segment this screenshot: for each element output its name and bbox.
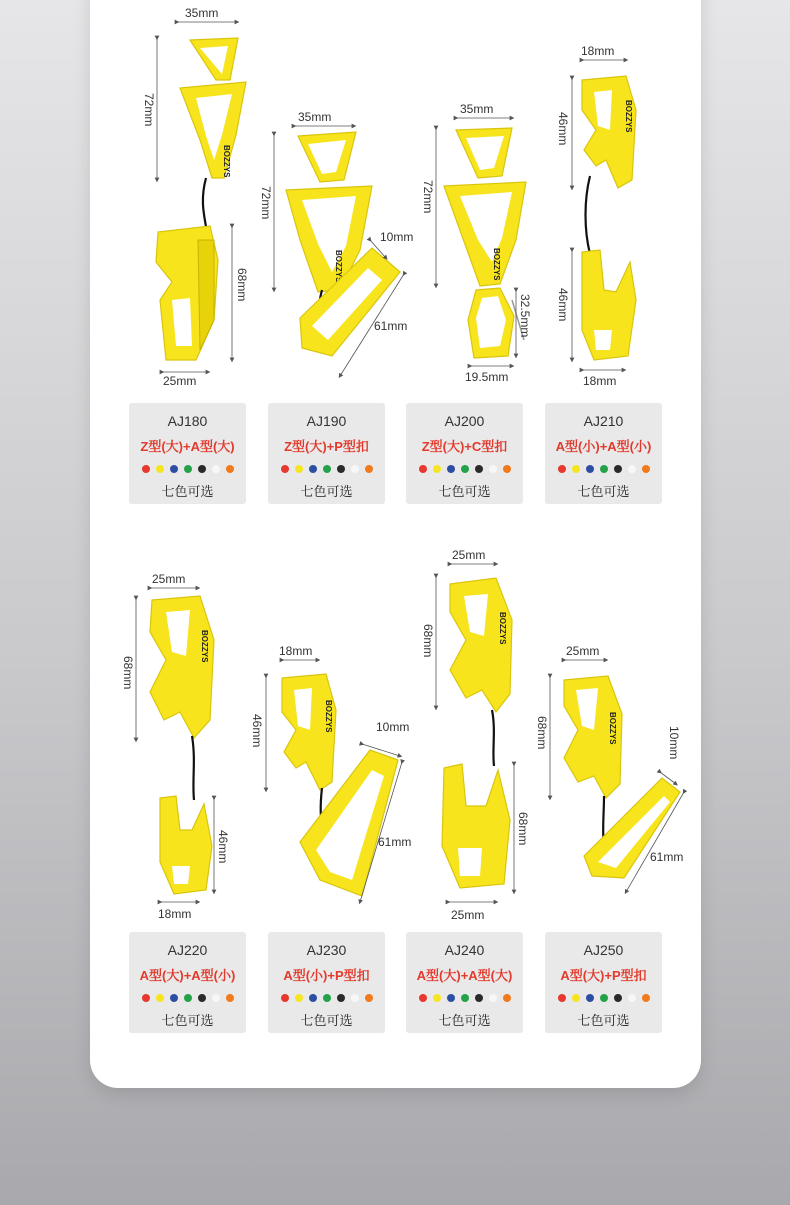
color-swatch-dot — [323, 465, 331, 473]
color-availability: 七色可选 — [438, 484, 491, 499]
color-swatch-dot — [433, 465, 441, 473]
dim-aj240-2: 68mm — [516, 812, 530, 846]
product-image-aj230 — [250, 644, 411, 902]
color-swatch-dot — [614, 994, 622, 1002]
logo-text: BOZZYS — [324, 700, 333, 733]
product-image-aj190 — [259, 110, 413, 376]
color-swatch-dot — [156, 994, 164, 1002]
logo-text: BOZZYS — [498, 612, 507, 645]
color-swatch-dot — [212, 994, 220, 1002]
color-swatch-dot — [198, 465, 206, 473]
color-swatch-dot — [184, 465, 192, 473]
color-swatch-dot — [351, 465, 359, 473]
color-swatch-dot — [642, 994, 650, 1002]
color-availability: 七色可选 — [577, 484, 630, 499]
dim-aj230-1: 46mm — [250, 714, 264, 748]
color-swatch-dot — [600, 465, 608, 473]
color-swatch-dot — [461, 465, 469, 473]
color-swatch-dot — [572, 994, 580, 1002]
color-swatch-dot — [170, 994, 178, 1002]
dim-aj240-1: 68mm — [421, 624, 435, 658]
product-label-aj180 — [129, 403, 246, 504]
product-image-aj240 — [421, 548, 530, 922]
logo-text: BOZZYS — [624, 100, 633, 133]
color-swatch-dot — [142, 465, 150, 473]
color-swatch-dot — [170, 465, 178, 473]
dim-aj180-3: 25mm — [163, 374, 197, 388]
dim-aj200-0: 35mm — [460, 102, 494, 116]
product-combo: A型(大)+P型扣 — [560, 968, 647, 983]
logo-text: BOZZYS — [200, 630, 209, 663]
product-label-aj220 — [129, 932, 246, 1033]
color-swatch-dot — [212, 465, 220, 473]
product-combo: Z型(大)+A型(大) — [140, 439, 235, 454]
product-label-aj240 — [406, 932, 523, 1033]
color-swatch-dot — [447, 465, 455, 473]
product-image-aj250 — [535, 644, 684, 892]
dim-aj230-2: 10mm — [376, 720, 410, 734]
color-swatch-dot — [156, 465, 164, 473]
color-swatch-dot — [198, 994, 206, 1002]
color-swatch-dot — [419, 465, 427, 473]
color-swatch-dot — [337, 465, 345, 473]
dim-aj180-1: 72mm — [142, 93, 156, 127]
product-label-aj200 — [406, 403, 523, 504]
dim-aj250-0: 25mm — [566, 644, 600, 658]
color-swatches — [268, 465, 385, 473]
dim-aj250-2: 10mm — [667, 726, 681, 760]
product-combo: A型(大)+A型(大) — [416, 968, 513, 983]
color-swatch-dot — [628, 465, 636, 473]
color-swatch-dot — [226, 465, 234, 473]
color-swatch-dot — [558, 994, 566, 1002]
product-code: AJ240 — [444, 942, 485, 958]
color-swatch-dot — [600, 994, 608, 1002]
color-swatch-dot — [323, 994, 331, 1002]
color-swatch-dot — [281, 994, 289, 1002]
color-swatch-dot — [572, 465, 580, 473]
product-combo: Z型(大)+P型扣 — [284, 439, 369, 454]
dim-aj190-3: 61mm — [374, 319, 408, 333]
color-swatches — [268, 994, 385, 1002]
color-swatch-dot — [337, 994, 345, 1002]
product-image-aj180 — [142, 6, 249, 388]
color-swatch-dot — [461, 994, 469, 1002]
color-swatches — [545, 994, 662, 1002]
dim-aj180-2: 68mm — [235, 268, 249, 302]
dim-aj250-3: 61mm — [650, 850, 684, 864]
product-image-aj200 — [421, 102, 532, 384]
product-code: AJ230 — [306, 942, 347, 958]
color-swatch-dot — [142, 994, 150, 1002]
product-code: AJ250 — [583, 942, 624, 958]
logo-text: BOZZYS — [492, 248, 501, 281]
color-swatch-dot — [614, 465, 622, 473]
product-label-aj190 — [268, 403, 385, 504]
color-swatch-dot — [642, 465, 650, 473]
product-label-aj210 — [545, 403, 662, 504]
logo-text: BOZZYS — [334, 250, 343, 283]
logo-text: BOZZYS — [608, 712, 617, 745]
color-swatch-dot — [447, 994, 455, 1002]
color-swatch-dot — [628, 994, 636, 1002]
color-availability: 七色可选 — [300, 484, 353, 499]
color-swatch-dot — [365, 465, 373, 473]
color-swatch-dot — [226, 994, 234, 1002]
product-label-aj230 — [268, 932, 385, 1033]
dim-aj220-3: 18mm — [158, 907, 192, 921]
product-combo: A型(大)+A型(小) — [139, 968, 236, 983]
color-availability: 七色可选 — [161, 484, 214, 499]
color-swatch-dot — [586, 994, 594, 1002]
dim-aj200-1: 72mm — [421, 180, 435, 214]
color-availability: 七色可选 — [161, 1013, 214, 1028]
color-swatch-dot — [503, 465, 511, 473]
dim-aj190-2: 10mm — [380, 230, 414, 244]
dim-aj190-0: 35mm — [298, 110, 332, 124]
color-swatch-dot — [184, 994, 192, 1002]
color-swatch-dot — [475, 994, 483, 1002]
dim-aj220-2: 46mm — [216, 830, 230, 864]
color-swatch-dot — [558, 465, 566, 473]
product-code: AJ180 — [167, 413, 208, 429]
dim-aj210-0: 18mm — [581, 44, 615, 58]
color-swatch-dot — [295, 994, 303, 1002]
color-swatch-dot — [365, 994, 373, 1002]
color-swatch-dot — [351, 994, 359, 1002]
dim-aj220-0: 25mm — [152, 572, 186, 586]
dim-aj180-0: 35mm — [185, 6, 219, 20]
product-image-aj220 — [121, 572, 230, 921]
color-swatch-dot — [309, 465, 317, 473]
color-swatch-dot — [503, 994, 511, 1002]
dim-aj250-1: 68mm — [535, 716, 549, 750]
dim-aj210-2: 46mm — [556, 288, 570, 322]
dim-aj240-0: 25mm — [452, 548, 486, 562]
color-swatches — [129, 994, 246, 1002]
product-code: AJ210 — [583, 413, 624, 429]
color-swatch-dot — [309, 994, 317, 1002]
dim-aj230-0: 18mm — [279, 644, 313, 658]
color-availability: 七色可选 — [577, 1013, 630, 1028]
color-swatch-dot — [419, 994, 427, 1002]
product-code: AJ190 — [306, 413, 347, 429]
dim-aj200-2: 32.5mm — [518, 294, 532, 338]
dim-aj190-1: 72mm — [259, 186, 273, 220]
color-swatch-dot — [433, 994, 441, 1002]
dim-aj200-3: 19.5mm — [465, 370, 509, 384]
color-swatch-dot — [281, 465, 289, 473]
logo-text: BOZZYS — [222, 145, 231, 178]
product-combo: Z型(大)+C型扣 — [421, 439, 508, 454]
dim-aj210-1: 46mm — [556, 112, 570, 146]
dim-aj220-1: 68mm — [121, 656, 135, 690]
color-availability: 七色可选 — [300, 1013, 353, 1028]
color-swatches — [129, 465, 246, 473]
color-swatch-dot — [475, 465, 483, 473]
color-swatch-dot — [489, 465, 497, 473]
product-image-aj210 — [556, 44, 636, 388]
color-swatch-dot — [295, 465, 303, 473]
product-combo: A型(小)+A型(小) — [555, 439, 652, 454]
product-code: AJ200 — [444, 413, 485, 429]
dim-aj240-3: 25mm — [451, 908, 485, 922]
color-availability: 七色可选 — [438, 1013, 491, 1028]
color-swatches — [545, 465, 662, 473]
dim-aj210-3: 18mm — [583, 374, 617, 388]
color-swatch-dot — [586, 465, 594, 473]
color-swatch-dot — [489, 994, 497, 1002]
color-swatches — [406, 465, 523, 473]
color-swatches — [406, 994, 523, 1002]
dim-aj230-3: 61mm — [378, 835, 412, 849]
product-label-aj250 — [545, 932, 662, 1033]
product-combo: A型(小)+P型扣 — [283, 968, 370, 983]
product-code: AJ220 — [167, 942, 208, 958]
